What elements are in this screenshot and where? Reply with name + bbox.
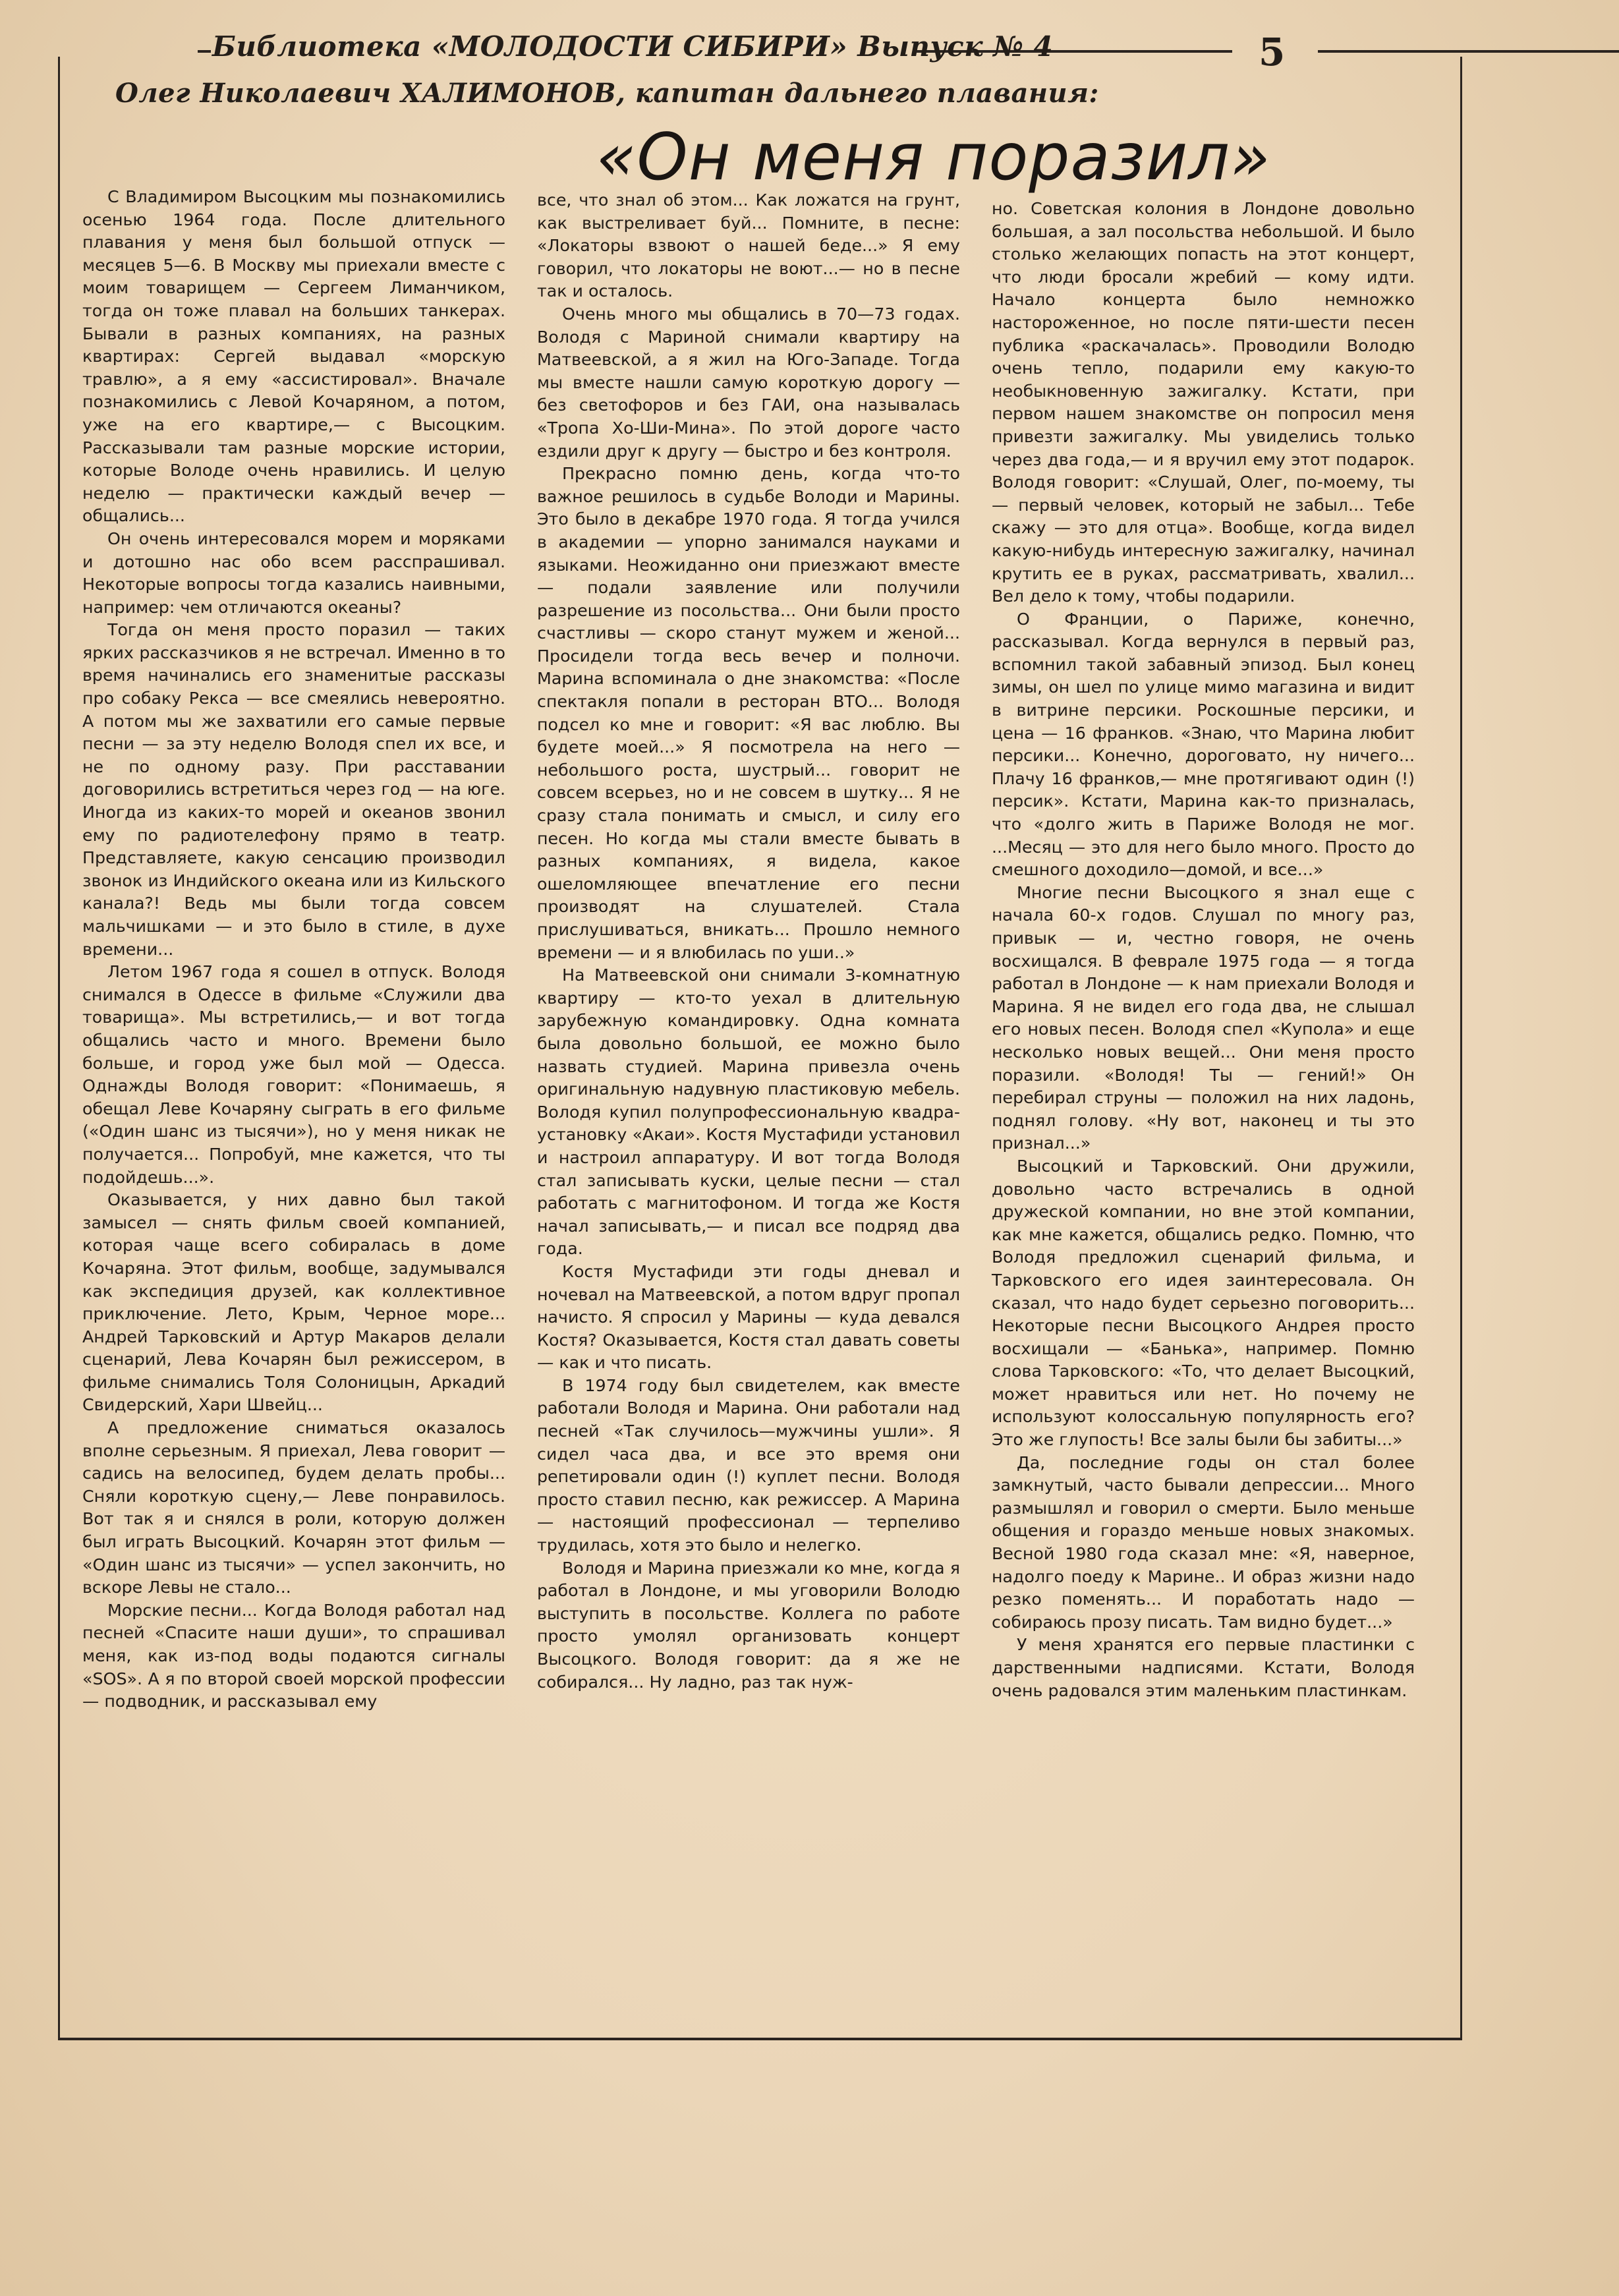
paragraph: Костя Мустафиди эти годы днeвал и ночевал на Матвеевской, а потом вдруг пропал начисто. Я спросил у Марины — куда девался Костя? Оказывается, Костя стал давать советы— как и что писать. — [537, 1261, 960, 1373]
paragraph: но. Советская колония в Лондоне довольно большая, а зал посольства небольшой. И было столько желающих попасть на этот концерт, что люди бросали жребий — кому идти. Начало концерта было немножко настороженное, но после пяти-шести песен публика «раскачалась». Проводили Володю очень тепло, подарили ему какую-то необыкновенную зажигалку. Кстати, при первом нашем знакомстве он попросил меня привезти зажигалку. Мы увиделись только через два года,— и я вручил ему этот подарок. Володя говорит: «Слушай, Олег, по-моему, ты — первый человек, который не забыл... Тебе скажу — это для отца». Вообще, когда видел какую-нибудь интересную зажигалку, начинал крутить ее в руках, рассматривать, хвалил... Вел дело к тому, чтобы подарили. — [992, 199, 1415, 606]
header-rule-right — [1318, 50, 1619, 53]
paragraph: А предложение сниматься оказалось вполне серьезным. Я приехал, Лева говорит — садись на велосипед, будем делать пробы... Сняли короткую сцену,— Леве понравилось. Вот так я и снялся в роли, которую должен был играть Высоцкий. Кочарян этот фильм — «Один шанс из тысячи» — успел закончить, но вскоре Левы не стало... — [82, 1418, 505, 1597]
paragraph: все, что знал об этом... Как ложатся на грунт, как выстреливает буй... Помните, в песне: «Локаторы взвоют о нашей беде...» Я ему говорил, что локаторы не воют...— но в песне так и осталось. — [537, 190, 960, 301]
article-title: «Он меня поразил» — [596, 120, 1271, 195]
paragraph: Тогда он меня просто поразил — таких ярких рассказчиков я не встречал. Именно в то время начинались его знаменитые рассказы про собаку Рекса — все смеялись невероятно. А потом мы же захватили его самые первые песни — за эту неделю Володя спел их все, и не по одному разу. При расставании договорились встретиться через год — на юге. Иногда из каких-то морей и океанов звонил ему по радиотелефону прямо в театр. Представляете, какую сенсацию производил звонок из Индийского океана или из Кильского канала?! Ведь мы были тогда совсем мальчишками — и это было в стиле, в духе времени... — [82, 620, 505, 959]
paragraph: Летом 1967 года я сошел в отпуск. Володя снимался в Одессе в фильме «Служили два товарища». Мы встретились,— и вот тогда общались часто и много. Времени было больше, и город уже был мой — Одесса. Однажды Володя говорит: «Понимаешь, я обещал Леве Кочаряну сыграть в его фильме («Один шанс из тысячи»), но у меня никак не получается... Попробуй, мне кажется, что ты подойдешь...». — [82, 962, 505, 1187]
paragraph: У меня хранятся его первые пластинки с дарственными надписями. Кстати, Володя очень радовался этим маленьким пластинкам. — [992, 1635, 1415, 1700]
paragraph: Володя и Марина приезжали ко мне, когда я работал в Лондоне, и мы уговорили Володю выступить в посольстве. Коллега по работе просто умолял организовать концерт Высоцкого. Володя говорит: да я же не собирался... Ну ладно, раз так нуж- — [537, 1558, 960, 1692]
article-column-1 — [82, 186, 505, 1713]
article-byline: Олег Николаевич ХАЛИМОНОВ, капитан дальнего плавания: — [115, 78, 1099, 109]
paragraph: Очень много мы общались в 70—73 годах. Володя с Мариной снимали квартиру на Матвеевской, а я жил на Юго-Западе. Тогда мы вместе нашли самую короткую дорогу — без светофоров и без ГАИ, она называлась «Тропа Хо-Ши-Мина». По этой дороге часто ездили друг к другу — быстро и без контроля. — [537, 304, 960, 461]
header-rule-left — [198, 50, 211, 53]
page-number: 5 — [1259, 30, 1286, 74]
library-series-title: Библиотека «МОЛОДОСТИ СИБИРИ» Выпуск № 4 — [212, 30, 1054, 63]
paragraph: Многие песни Высоцкого я знал еще с начала 60-х годов. Слушал по многу раз, привык — и, честно говоря, не очень восхищался. В феврале 1975 года — я тогда работал в Лондоне — к нам приехали Володя и Марина. Я не видел его года два, не слышал его новых песен. Володя спел «Купола» и еще несколько новых вещей... Они меня просто поразили. «Володя! Ты — гений!» Он перебирал струны — положил на них ладонь, поднял голову. «Ну вот, наконец и ты это признал...» — [992, 882, 1415, 1153]
paragraph: Он очень интересовался морем и моряками и дотошно нас обо всем расспрашивал. Некоторые вопросы тогда казались наивными, например: чем отличаются океаны? — [82, 529, 505, 617]
paragraph: Оказывается, у них давно был такой замысел — снять фильм своей компанией, которая чаще всего собиралась в доме Кочаряна. Этот фильм, вообще, задумывался как экспедиция друзей, как коллективное приключение. Лето, Крым, Черное море... Андрей Тарковский и Артур Макаров делали сценарий, Лева Кочарян был режиссером, в фильме снимались Толя Солоницын, Аркадий Свидерский, Хари Швейц... — [82, 1190, 505, 1415]
paragraph: В 1974 году был свидетелем, как вместе работали Володя и Марина. Они работали над песней «Так случилось—мужчины ушли». Я сидел часа два, и все это время они репетировали один (!) куплет песни. Володя просто ставил песню, как режиссер. А Марина — настоящий профессионал — терпеливо трудилась, хотя это было и нелегко. — [537, 1375, 960, 1555]
article-column-3 — [992, 198, 1415, 1702]
paragraph: На Матвеевской они снимали 3-комнатную квартиру — кто-то уехал в длительную зарубежную командировку. Одна комната была довольно большой, ее можно было назвать студией. Марина привезла очень оригинальную надувную пластиковую мебель. Володя купил полупрофессиональную квадра-установку «Акаи». Костя Мустафиди установил и настроил аппаратуру. И вот тогда Володя стал записывать куски, целые песни — стал работать с магнитофоном. И тогда же Костя начал записывать,— и писал все подряд два года. — [537, 965, 960, 1259]
paragraph: Высоцкий и Тарковский. Они дружили, довольно часто встречались в одной дружеской компании, но вне этой компании, как мне кажется, общались редко. Помню, что Володя предложил сценарий фильма, и Тарковского его идея заинтересовала. Он сказал, что надо будет серьезно поговорить... Некоторые песни Высоцкого Андрея просто восхищали — «Банька», например. Помню слова Тарковского: «То, что делает Высоцкий, может нравиться или нет. Но почему не используют колоссальную популярность его? Это же глупость! Все залы были бы забиты...» — [992, 1156, 1415, 1450]
article-column-2 — [537, 189, 960, 1694]
paragraph: Прекрасно помню день, когда что-то важное решилось в судьбе Володи и Марины. Это было в декабре 1970 года. Я тогда учился в академии — упорно занимался науками и языками. Неожиданно они приезжают вместе — подали заявление или получили разрешение из посольства... Они были просто счастливы — скоро станут мужем и женой... Просидели тогда весь вечер и полночи. Марина вспоминала о дне знакомства: «После спектакля попали в ресторан ВТО... Володя подсел ко мне и говорит: «Я вас люблю. Вы будете моей...» Я посмотрела на него — небольшого роста, шустрый... говорит не совсем всерьез, но и не совсем в шутку... Я не сразу стала понимать и смысл, и силу его песен. Но когда мы стали вместе бывать в разных компаниях, я видела, какое ошеломляющее впечатление его песни производят на слушателей. Стала прислушиваться, вникать... Прошло немного времени — и я влюбилась по уши..» — [537, 464, 960, 962]
paragraph: С Владимиром Высоцким мы познакомились осенью 1964 года. После длительного плавания у меня был большой отпуск — месяцев 5—6. В Москву мы приехали вместе с моим товарищем — Сергеем Лиманчиком, тогда он тоже плавал на больших танкерах. Бывали в разных компаниях, на разных квартирах: Сергей выдавал «морскую травлю», а я ему «ассистировал». Вначале познакомились с Левой Кочаряном, а потом, уже на его квартире,— с Высоцким. Рассказывали там разные морские истории, которые Володе очень нравились. И целую неделю — практически каждый вечер — общались... — [82, 187, 505, 526]
paragraph: Да, последние годы он стал более замкнутый, часто бывали депрессии... Много размышлял и говорил о смерти. Было меньше общения и гораздо меньше новых знакомых. Весной 1980 года сказал мне: «Я, наверное, надолго поеду к Марине.. И образ жизни надо резко поменять... И поработать надо — собираюсь прозу писать. Там видно будет...» — [992, 1452, 1415, 1632]
paragraph: О Франции, о Париже, конечно, рассказывал. Когда вернулся в первый раз, вспомнил такой забавный эпизод. Был конец зимы, он шел по улице мимо магазина и видит в витрине персики. Роскошные персики, и цена — 16 франков. «Знаю, что Марина любит персики... Конечно, дороговато, ну ничего... Плачу 16 франков,— мне протягивают один (!) персик». Кстати, Марина как-то призналась, что «долго жить в Париже Володя не мог. ...Месяц — это для него было много. Просто до смешного доходило—домой, и все...» — [992, 609, 1415, 880]
paragraph: Морские песни... Когда Володя работал над песней «Спасите наши души», то спрашивал меня, как из-под воды подаются сигналы «SOS». А я по второй своей морской профессии — подводник, и рассказывал ему — [82, 1600, 505, 1711]
